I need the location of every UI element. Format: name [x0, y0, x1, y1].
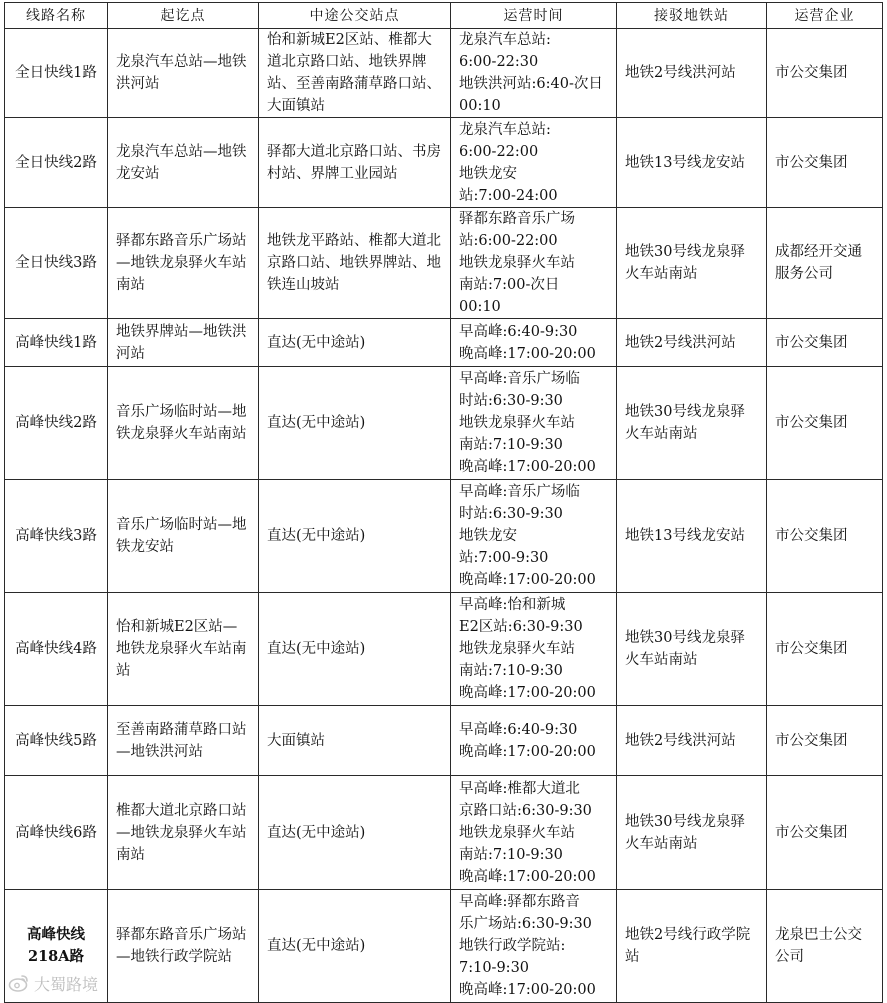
- hours-cell: 早高峰:6:40-9:30 晚高峰:17:00-20:00: [451, 706, 617, 776]
- operator-cell: 成都经开交通服务公司: [767, 208, 883, 319]
- table-row: [5, 480, 883, 593]
- hours-cell: 早高峰:音乐广场临 时站:6:30-9:30 地铁龙安 站:7:00-9:30 晚高峰:17:00-20:00: [451, 480, 617, 593]
- stops-cell: 直达(无中途站): [259, 319, 451, 367]
- operator-cell: 市公交集团: [767, 367, 883, 480]
- metro-cell: 地铁30号线龙泉驿火车站南站: [617, 776, 767, 890]
- hours-cell: 龙泉汽车总站: 6:00-22:30 地铁洪河站:6:40-次日00:10: [451, 29, 617, 118]
- operator-cell: 龙泉巴士公交公司: [767, 890, 883, 1003]
- operator-cell: 市公交集团: [767, 593, 883, 706]
- stops-cell: 直达(无中途站): [259, 593, 451, 706]
- header-connecting-metro: 接驳地铁站: [617, 3, 767, 29]
- metro-cell: 地铁30号线龙泉驿火车站南站: [617, 367, 767, 480]
- endpoints-cell: 至善南路蒲草路口站—地铁洪河站: [108, 706, 259, 776]
- route-name-cell: 高峰快线5路: [5, 706, 108, 776]
- operator-cell: 市公交集团: [767, 118, 883, 208]
- operator-cell: 市公交集团: [767, 29, 883, 118]
- route-name-cell: 高峰快线6路: [5, 776, 108, 890]
- table-header-row: [5, 3, 883, 29]
- metro-cell: 地铁2号线洪河站: [617, 706, 767, 776]
- table-row: [5, 208, 883, 319]
- table-row: [5, 319, 883, 367]
- route-name-cell: 全日快线1路: [5, 29, 108, 118]
- endpoints-cell: 音乐广场临时站—地铁龙安站: [108, 480, 259, 593]
- hours-cell: 早高峰:6:40-9:30 晚高峰:17:00-20:00: [451, 319, 617, 367]
- metro-cell: 地铁2号线洪河站: [617, 29, 767, 118]
- table-row: [5, 29, 883, 118]
- table-row: [5, 367, 883, 480]
- table-row: [5, 890, 883, 1003]
- stops-cell: 直达(无中途站): [259, 890, 451, 1003]
- hours-cell: 早高峰:怡和新城 E2区站:6:30-9:30 地铁龙泉驿火车站 南站:7:10-9:30 晚高峰:17:00-20:00: [451, 593, 617, 706]
- stops-cell: 地铁龙平路站、椎都大道北京路口站、地铁界牌站、地铁连山坡站: [259, 208, 451, 319]
- operator-cell: 市公交集团: [767, 480, 883, 593]
- route-name-cell: 高峰快线2路: [5, 367, 108, 480]
- endpoints-cell: 龙泉汽车总站—地铁龙安站: [108, 118, 259, 208]
- watermark-text: 大蜀路境: [34, 974, 99, 994]
- stops-cell: 大面镇站: [259, 706, 451, 776]
- metro-cell: 地铁30号线龙泉驿火车站南站: [617, 593, 767, 706]
- stops-cell: 直达(无中途站): [259, 367, 451, 480]
- endpoints-cell: 驿都东路音乐广场站—地铁龙泉驿火车站南站: [108, 208, 259, 319]
- table-row: [5, 776, 883, 890]
- hours-cell: 早高峰:椎都大道北 京路口站:6:30-9:30 地铁龙泉驿火车站 南站:7:10-9:30 晚高峰:17:00-20:00: [451, 776, 617, 890]
- table-row: [5, 118, 883, 208]
- stops-cell: 直达(无中途站): [259, 480, 451, 593]
- endpoints-cell: 地铁界牌站—地铁洪河站: [108, 319, 259, 367]
- header-operating-hours: 运营时间: [451, 3, 617, 29]
- hours-cell: 早高峰:驿都东路音 乐广场站:6:30-9:30 地铁行政学院站: 7:10-9:30 晚高峰:17:00-20:00: [451, 890, 617, 1003]
- header-intermediate-stops: 中途公交站点: [259, 3, 451, 29]
- watermark: [8, 971, 98, 995]
- header-operator: 运营企业: [767, 3, 883, 29]
- stops-cell: 驿都大道北京路口站、书房村站、界牌工业园站: [259, 118, 451, 208]
- table-row: [5, 706, 883, 776]
- route-name-cell: 高峰快线1路: [5, 319, 108, 367]
- route-name-cell: 高峰快线218A路: [5, 890, 108, 1003]
- endpoints-cell: 龙泉汽车总站—地铁洪河站: [108, 29, 259, 118]
- bus-route-table: [4, 2, 883, 1003]
- operator-cell: 市公交集团: [767, 319, 883, 367]
- metro-cell: 地铁30号线龙泉驿火车站南站: [617, 208, 767, 319]
- hours-cell: 龙泉汽车总站: 6:00-22:00 地铁龙安 站:7:00-24:00: [451, 118, 617, 208]
- route-name-cell: 全日快线3路: [5, 208, 108, 319]
- endpoints-cell: 音乐广场临时站—地铁龙泉驿火车站南站: [108, 367, 259, 480]
- endpoints-cell: 椎都大道北京路口站—地铁龙泉驿火车站南站: [108, 776, 259, 890]
- metro-cell: 地铁2号线行政学院站: [617, 890, 767, 1003]
- metro-cell: 地铁13号线龙安站: [617, 118, 767, 208]
- metro-cell: 地铁13号线龙安站: [617, 480, 767, 593]
- table-row: [5, 593, 883, 706]
- operator-cell: 市公交集团: [767, 706, 883, 776]
- route-name-cell: 全日快线2路: [5, 118, 108, 208]
- hours-cell: 早高峰:音乐广场临 时站:6:30-9:30 地铁龙泉驿火车站 南站:7:10-9:30 晚高峰:17:00-20:00: [451, 367, 617, 480]
- header-route-name: 线路名称: [5, 3, 108, 29]
- metro-cell: 地铁2号线洪河站: [617, 319, 767, 367]
- header-endpoints: 起讫点: [108, 3, 259, 29]
- endpoints-cell: 怡和新城E2区站—地铁龙泉驿火车站南站: [108, 593, 259, 706]
- route-name-cell: 高峰快线3路: [5, 480, 108, 593]
- stops-cell: 直达(无中途站): [259, 776, 451, 890]
- operator-cell: 市公交集团: [767, 776, 883, 890]
- endpoints-cell: 驿都东路音乐广场站—地铁行政学院站: [108, 890, 259, 1003]
- sina-weibo-logo-icon: [8, 972, 30, 994]
- stops-cell: 怡和新城E2区站、椎都大道北京路口站、地铁界牌站、至善南路蒲草路口站、大面镇站: [259, 29, 451, 118]
- route-name-cell: 高峰快线4路: [5, 593, 108, 706]
- hours-cell: 驿都东路音乐广场 站:6:00-22:00 地铁龙泉驿火车站 南站:7:00-次日 00:10: [451, 208, 617, 319]
